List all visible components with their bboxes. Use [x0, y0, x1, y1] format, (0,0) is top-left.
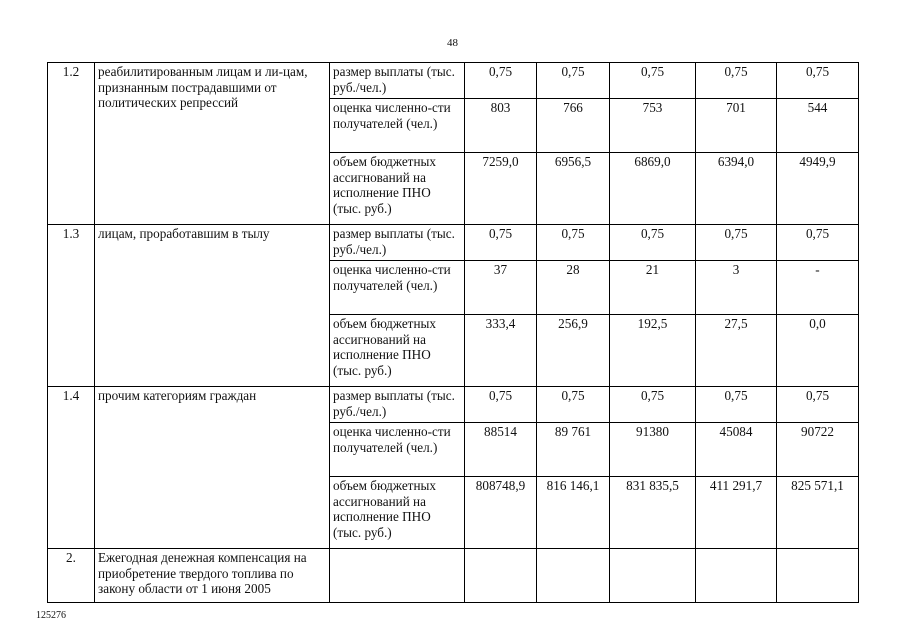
value-cell: 808748,9	[465, 477, 537, 549]
section-index: 1.2	[48, 63, 95, 225]
value-cell: 3	[696, 261, 777, 315]
value-cell: 333,4	[465, 315, 537, 387]
value-cell: 0,75	[465, 387, 537, 423]
value-cell: -	[777, 261, 859, 315]
value-cell: 6394,0	[696, 153, 777, 225]
value-cell: 0,75	[777, 387, 859, 423]
value-cell: 0,75	[610, 63, 696, 99]
value-cell	[465, 549, 537, 603]
value-cell: 803	[465, 99, 537, 153]
value-cell: 0,0	[777, 315, 859, 387]
value-cell: 0,75	[537, 387, 610, 423]
value-cell: 27,5	[696, 315, 777, 387]
section-name: реабилитированным лицам и ли-цам, признанным пострадавшими от политических репрессий	[95, 63, 330, 225]
table-row	[48, 387, 859, 423]
value-cell: 0,75	[777, 225, 859, 261]
table-body	[48, 63, 859, 603]
section-index: 1.4	[48, 387, 95, 549]
value-cell: 411 291,7	[696, 477, 777, 549]
parameter-label: оценка численно-сти получателей (чел.)	[330, 423, 465, 477]
value-cell: 4949,9	[777, 153, 859, 225]
value-cell	[537, 549, 610, 603]
parameter-label: размер выплаты (тыс. руб./чел.)	[330, 225, 465, 261]
parameter-label: оценка численно-сти получателей (чел.)	[330, 261, 465, 315]
table-row	[48, 225, 859, 261]
section-name: лицам, проработавшим в тылу	[95, 225, 330, 387]
parameter-label: объем бюджетных ассигнований на исполнение ПНО (тыс. руб.)	[330, 315, 465, 387]
parameter-label: размер выплаты (тыс. руб./чел.)	[330, 387, 465, 423]
value-cell: 6956,5	[537, 153, 610, 225]
table-row	[48, 549, 859, 603]
section-name: Ежегодная денежная компенсация на приобретение твердого топлива по закону области от 1 июня 2005	[95, 549, 330, 603]
parameter-label: размер выплаты (тыс. руб./чел.)	[330, 63, 465, 99]
value-cell: 544	[777, 99, 859, 153]
value-cell	[610, 549, 696, 603]
value-cell: 0,75	[465, 225, 537, 261]
section-index: 1.3	[48, 225, 95, 387]
page-number: 48	[447, 37, 458, 49]
value-cell: 256,9	[537, 315, 610, 387]
value-cell: 0,75	[537, 63, 610, 99]
value-cell: 0,75	[465, 63, 537, 99]
value-cell: 91380	[610, 423, 696, 477]
footer-code: 125276	[36, 610, 66, 621]
value-cell: 825 571,1	[777, 477, 859, 549]
value-cell: 37	[465, 261, 537, 315]
table-row	[48, 63, 859, 99]
value-cell: 0,75	[777, 63, 859, 99]
section-index: 2.	[48, 549, 95, 603]
value-cell	[777, 549, 859, 603]
value-cell: 0,75	[610, 387, 696, 423]
value-cell: 766	[537, 99, 610, 153]
section-name: прочим категориям граждан	[95, 387, 330, 549]
value-cell: 0,75	[610, 225, 696, 261]
value-cell: 0,75	[696, 225, 777, 261]
value-cell: 0,75	[537, 225, 610, 261]
value-cell: 753	[610, 99, 696, 153]
parameter-label: объем бюджетных ассигнований на исполнение ПНО (тыс. руб.)	[330, 153, 465, 225]
value-cell: 831 835,5	[610, 477, 696, 549]
value-cell: 0,75	[696, 63, 777, 99]
value-cell: 0,75	[696, 387, 777, 423]
value-cell: 6869,0	[610, 153, 696, 225]
budget-table	[47, 62, 859, 603]
value-cell: 21	[610, 261, 696, 315]
value-cell: 90722	[777, 423, 859, 477]
value-cell: 192,5	[610, 315, 696, 387]
value-cell: 701	[696, 99, 777, 153]
value-cell: 89 761	[537, 423, 610, 477]
parameter-label: оценка численно-сти получателей (чел.)	[330, 99, 465, 153]
value-cell: 816 146,1	[537, 477, 610, 549]
value-cell	[696, 549, 777, 603]
value-cell: 28	[537, 261, 610, 315]
parameter-label	[330, 549, 465, 603]
value-cell: 45084	[696, 423, 777, 477]
value-cell: 88514	[465, 423, 537, 477]
parameter-label: объем бюджетных ассигнований на исполнение ПНО (тыс. руб.)	[330, 477, 465, 549]
value-cell: 7259,0	[465, 153, 537, 225]
